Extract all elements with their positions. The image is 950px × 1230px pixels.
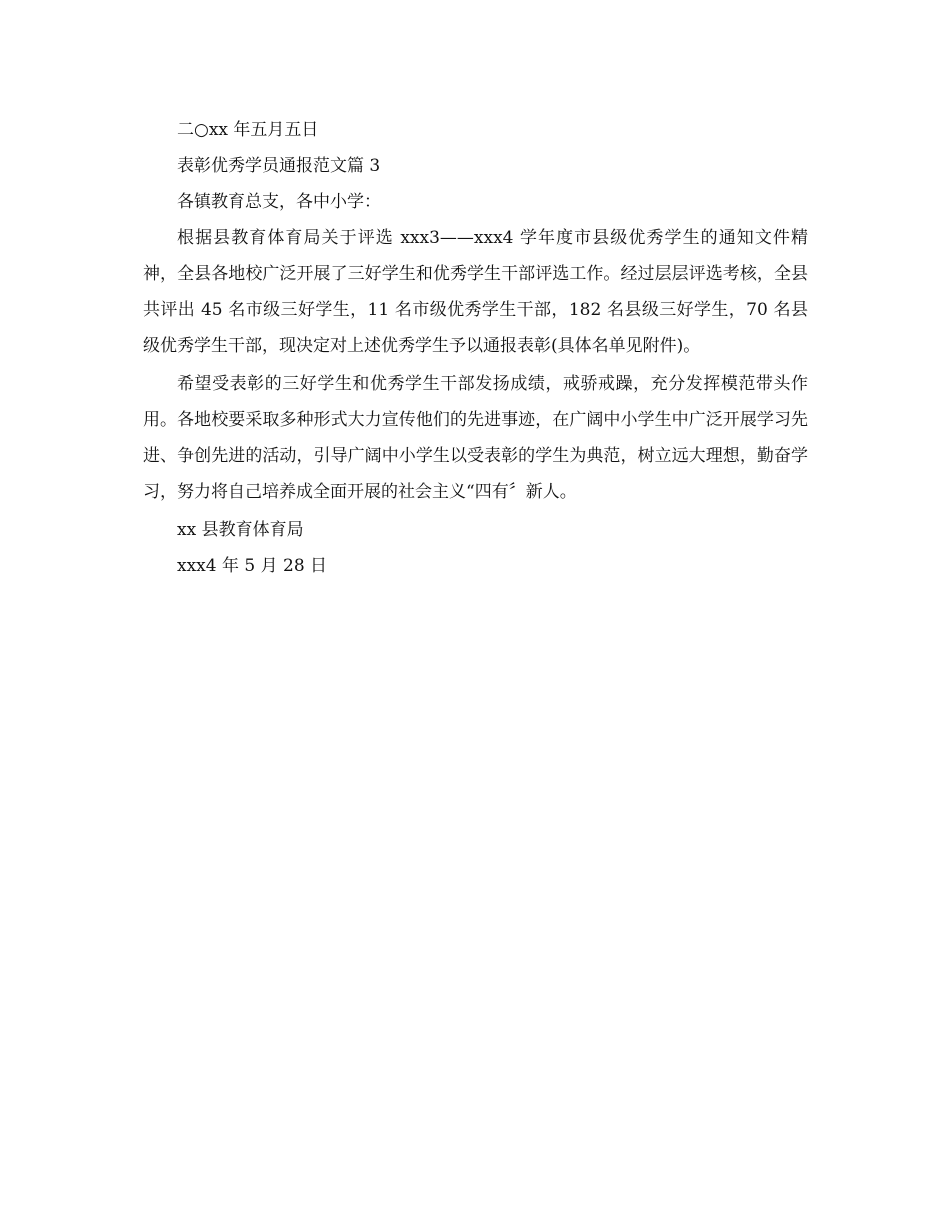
signature-organization: xx 县教育体育局 [177,520,304,540]
signature-date: xxx4 年 5 月 28 日 [177,556,328,576]
paragraph-1: 根据县教育体育局关于评选 xxx3——xxx4 学年度市县级优秀学生的通知文件精神，全县各地校广泛开展了三好学生和优秀学生干部评选工作。经过层层评选考核，全县共评出 45 名市级三好学生，11 名市级优秀学生干部，182 名县级三好学生，70 名县级优秀学生干部，现决定对上述优秀学生予以通报表彰(具体名单见附件)。 [143,228,808,356]
document-body [143,112,808,584]
document-title: 表彰优秀学员通报范文篇 3 [177,156,381,176]
paragraph-2: 希望受表彰的三好学生和优秀学生干部发扬成绩，戒骄戒躁，充分发挥模范带头作用。各地校要采取多种形式大力宣传他们的先进事迹，在广阔中小学生中广泛开展学习先进、争创先进的活动，引导广阔中小学生以受表彰的学生为典范，树立远大理想，勤奋学习，努力将自己培养成全面开展的社会主义“四有〞新人。 [143,374,808,502]
salutation: 各镇教育总支，各中小学： [177,192,381,212]
top-date: 二○xx 年五月五日 [177,120,319,140]
